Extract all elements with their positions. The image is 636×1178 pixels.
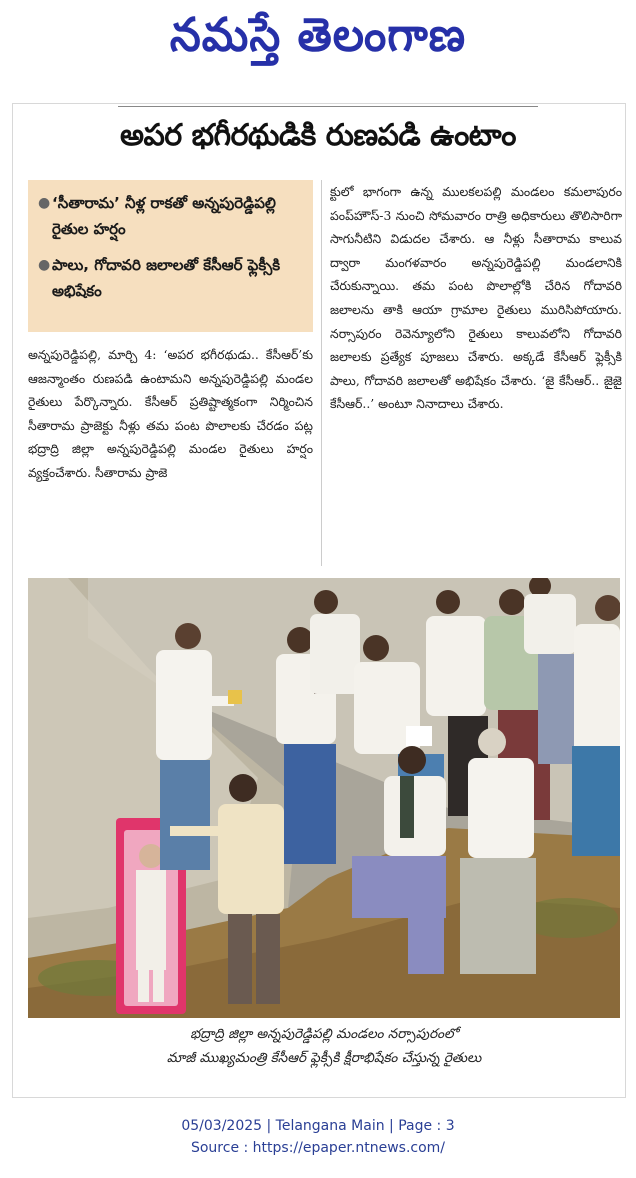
farmer-figure	[572, 595, 620, 856]
article-body-right: క్టులో భాగంగా ఉన్న ములకలపల్లి మండలం కమలాపురం పంప్‌హౌస్‌-3 నుంచి సోమవారం రాత్రి అధికారులు తొలిసారిగా సాగునీటిని విడుదల చేశారు. ఆ నీళ్లు సీతారామ కాలువ ద్వారా మంగళవారం అన్నపురెడ్డిపల్లి మండలానికి చేరుకున్నాయి. తమ పంట పొలాల్లోకి చేరిన గోదావరి జలాలను తాకి ఆయా గ్రామాల రైతులు మురిసిపోయారు. నర్సాపురం రెవెన్యూలోని రైతులు కాలువలోని గోదావరి జలాలకు ప్రత్యేక పూజలు చేశారు. అక్కడే కేసీఆర్‌ ఫ్లెక్సీకి పాలు, గోదావరి జలాలతో అభిషేకం చేశారు. ‘జై కేసీఆర్‌.. జైజై కేసీఆర్‌..’ అంటూ నినాదాలు చేశారు.	[330, 184, 622, 412]
highlights-box	[28, 180, 313, 332]
footer-source: Source : https://epaper.ntnews.com/	[190, 1140, 446, 1156]
caption-line: మాజీ ముఖ్యమంత్రి కేసీఆర్‌ ఫ్లెక్సీకి క్షీరాభిషేకం చేస్తున్న రైతులు	[166, 1050, 482, 1066]
caption-line: భద్రాద్రి జిల్లా అన్నపురెడ్డిపల్లి మండలం నర్సాపురంలో	[190, 1026, 458, 1042]
highlight-text: ‘సీతారామ’ నీళ్ల రాకతో అన్నపురెడ్డిపల్లి రైతుల హర్షం	[52, 194, 276, 238]
article-photo	[28, 578, 620, 1018]
highlight-text: పాలు, గోదావరి జలాలతో కేసీఆర్‌ ఫ్లెక్సీకి అభిషేకం	[52, 256, 281, 300]
photo-caption	[28, 1022, 620, 1070]
bullet-icon: ●	[38, 257, 51, 273]
highlight-item	[38, 252, 305, 304]
highlight-item	[38, 190, 305, 242]
masthead	[0, 0, 636, 82]
column-divider	[321, 180, 322, 566]
article-headline: అపర భగీరథుడికి రుణపడి ఉంటాం	[120, 118, 516, 153]
footer-edition-info: 05/03/2025 | Telangana Main | Page : 3	[181, 1118, 455, 1134]
farmer-figure	[460, 728, 536, 974]
bullet-icon: ●	[38, 195, 51, 211]
masthead-title: నమస్తే తెలంగాణ	[169, 8, 467, 62]
article-body-left: అన్నపురెడ్డిపల్లి, మార్చి 4: ‘అపర భగీరథుడు.. కేసీఆర్‌’కు ఆజన్మాంతం రుణపడి ఉంటామని అన్నపురెడ్డిపల్లి మండల రైతులు పేర్కొన్నారు. కేసీఆర్‌ ప్రతిష్టాత్మకంగా నిర్మించిన సీతారామ ప్రాజెక్టు నీళ్లు తమ పంట పొలాలకు చేరడం పట్ల భద్రాద్రి జిల్లా అన్నపురెడ్డిపల్లి మండల రైతులు హర్షం వ్యక్తంచేశారు. సీతారామ ప్రాజె	[28, 347, 313, 480]
header-rule	[118, 106, 538, 107]
